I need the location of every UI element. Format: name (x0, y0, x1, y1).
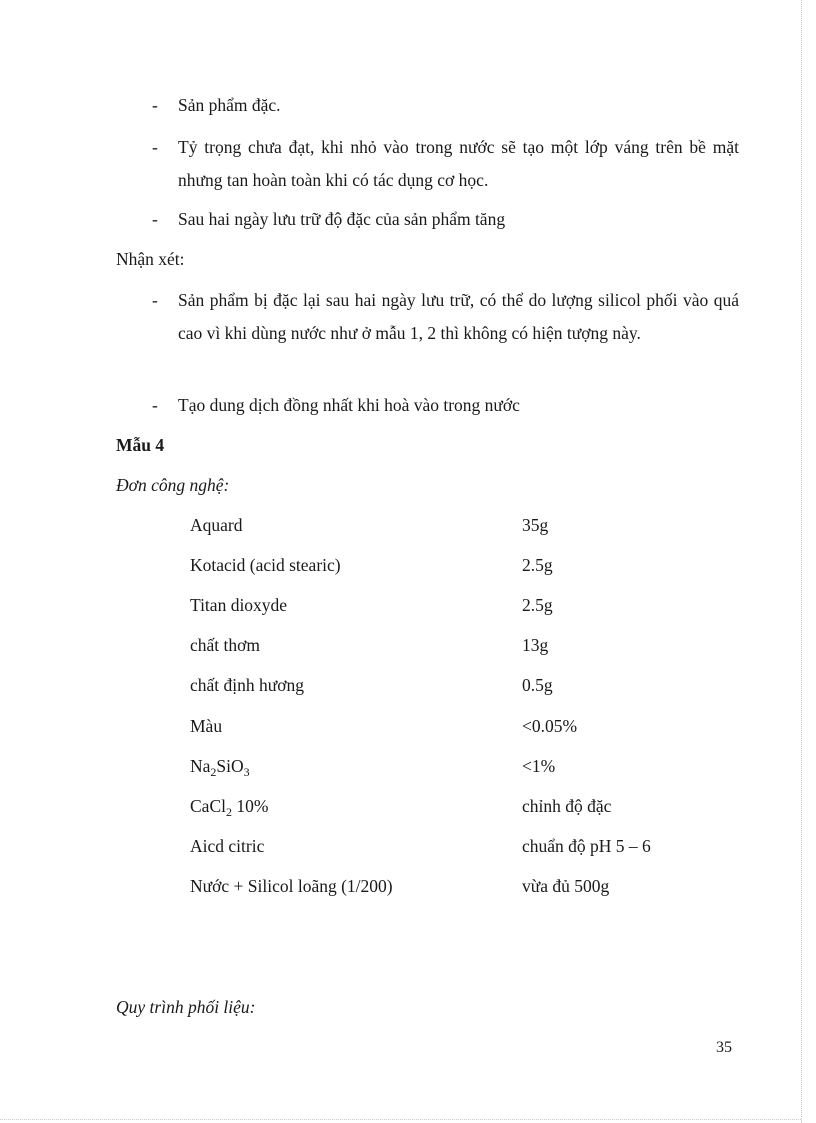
ingredient-amount: 2.5g (522, 595, 553, 615)
ingredient-name: Titan dioxyde (190, 595, 288, 615)
subscript: 2 (210, 765, 217, 779)
formula-symbol: SiO (216, 756, 244, 776)
subscript: 2 (225, 805, 232, 819)
page-bottom-rule (0, 1119, 801, 1120)
formula-label: Đơn công nghệ: (116, 475, 230, 495)
ingredient-name: Kotacid (acid stearic) (190, 555, 341, 575)
bullet-item: Tạo dung dịch đồng nhất khi hoà vào trong nước (178, 395, 520, 415)
ingredient-amount: 2.5g (522, 555, 553, 575)
bullet-marker: - (152, 95, 158, 115)
ingredient-name: Aquard (190, 515, 243, 535)
page-edge-rule (801, 0, 802, 1123)
ingredient-name: Aicd citric (190, 836, 265, 856)
ingredient-amount: 35g (522, 515, 549, 535)
ingredient-amount: 13g (522, 635, 549, 655)
ingredient-amount: 0.5g (522, 675, 553, 695)
ingredient-name (190, 796, 268, 817)
page-number: 35 (716, 1039, 732, 1056)
ingredient-amount: chỉnh độ đặc (522, 796, 612, 816)
ingredient-amount: chuẩn độ pH 5 – 6 (522, 836, 651, 856)
ingredient-name: chất thơm (190, 635, 260, 655)
ingredient-name: Màu (190, 716, 223, 736)
bullet-marker: - (152, 290, 158, 310)
bullet-marker: - (152, 209, 158, 229)
formula-symbol: CaCl (190, 796, 226, 816)
formula-symbol: Na (190, 756, 211, 776)
ingredient-name: Nước + Silicol loãng (1/200) (190, 876, 393, 896)
remark-label: Nhận xét: (116, 249, 185, 269)
ingredient-name: chất định hương (190, 675, 304, 695)
ingredient-amount: <0.05% (522, 716, 578, 736)
bullet-item: Tỷ trọng chưa đạt, khi nhỏ vào trong nước sẽ tạo một lớp váng trên bề mặt nhưng tan hoàn toàn khi có tác dụng cơ học. (178, 137, 739, 190)
bullet-marker: - (152, 137, 158, 157)
bullet-item: Sản phẩm bị đặc lại sau hai ngày lưu trữ, có thể do lượng silicol phối vào quá cao vì khi dùng nước như ở mẫu 1, 2 thì không có hiện tượng này. (178, 290, 739, 343)
ingredient-amount: <1% (522, 756, 556, 776)
ingredient-name (190, 756, 250, 777)
bullet-item: Sau hai ngày lưu trữ độ đặc của sản phẩm tăng (178, 209, 506, 229)
ingredient-amount: vừa đủ 500g (522, 876, 610, 896)
process-label: Quy trình phối liệu: (116, 997, 256, 1017)
subscript: 3 (243, 765, 250, 779)
formula-suffix: 10% (231, 796, 269, 816)
bullet-marker: - (152, 395, 158, 415)
sample-heading: Mẫu 4 (116, 435, 165, 455)
bullet-item: Sản phẩm đặc. (178, 95, 281, 115)
